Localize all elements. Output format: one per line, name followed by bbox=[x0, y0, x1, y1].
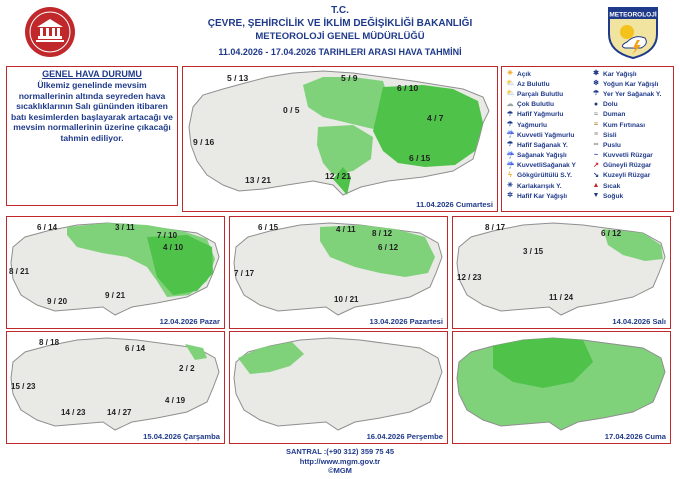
temp-main-5: 9 / 16 bbox=[193, 137, 215, 147]
legend-item-label: Puslu bbox=[603, 141, 621, 149]
rain-icon: ☂ bbox=[506, 121, 514, 129]
temp-d3-5: 7 / 17 bbox=[234, 269, 255, 278]
sun-icon: ☀ bbox=[506, 70, 514, 78]
scattered-shower-icon: ☂ bbox=[592, 90, 600, 98]
legend-item-label: Yağmurlu bbox=[517, 121, 548, 129]
legend-item-label: Sıcak bbox=[603, 182, 621, 190]
footer-website[interactable]: http://www.mgm.gov.tr bbox=[299, 456, 381, 466]
legend-item-label: Dolu bbox=[603, 101, 618, 109]
temp-main-3: 6 / 10 bbox=[397, 83, 419, 93]
heavy-shower-icon: ☔ bbox=[506, 161, 515, 169]
legend-item bbox=[506, 171, 590, 181]
temp-d5-6: 4 / 19 bbox=[165, 396, 186, 405]
hot-icon: ▲ bbox=[592, 182, 600, 190]
header-line-2: ÇEVRE, ŞEHİRCİLİK VE İKLİM DEĞİŞİKLİĞİ BAKANLIĞI bbox=[207, 18, 473, 29]
partly-cloudy-icon: ⛅ bbox=[506, 90, 515, 98]
temp-main-9: 0 / 5 bbox=[283, 105, 300, 115]
legend-item bbox=[592, 79, 676, 89]
legend-list bbox=[502, 67, 673, 201]
temp-d4-2: 6 / 12 bbox=[601, 229, 622, 238]
map-date-day-2: 12.04.2026 Pazar bbox=[159, 317, 220, 326]
temp-d4-1: 8 / 17 bbox=[485, 223, 506, 232]
light-rain-icon: ☂ bbox=[506, 110, 514, 118]
turkey-map-day-2 bbox=[7, 217, 223, 327]
legend-item bbox=[592, 161, 676, 171]
temp-d4-3: 12 / 23 bbox=[457, 273, 482, 282]
map-date-day-4: 14.04.2026 Salı bbox=[612, 317, 666, 326]
temp-d5-4: 14 / 23 bbox=[61, 408, 86, 417]
temp-d5-7: 2 / 2 bbox=[179, 364, 195, 373]
cloudy-icon: ☁ bbox=[506, 100, 514, 108]
temp-main-2: 5 / 9 bbox=[341, 73, 358, 83]
legend-item bbox=[506, 191, 590, 201]
forecast-map-day-7 bbox=[452, 331, 671, 444]
temp-main-1: 5 / 13 bbox=[227, 73, 249, 83]
legend-item-label: Güneyli Rüzgar bbox=[603, 162, 652, 170]
legend-item-label: Az Bulutlu bbox=[517, 80, 550, 88]
temp-main-7: 13 / 21 bbox=[245, 175, 271, 185]
footer-phone: SANTRAL :(+90 312) 359 75 45 bbox=[285, 447, 395, 456]
legend-item-label: Karlakarışık Y. bbox=[517, 182, 562, 190]
turkey-map-day-7 bbox=[453, 332, 669, 442]
general-weather-panel bbox=[6, 66, 178, 206]
header-title-block bbox=[150, 4, 530, 59]
temp-d5-5: 14 / 27 bbox=[107, 408, 132, 417]
legend-item-label: Yoğun Kar Yağışlı bbox=[603, 80, 659, 88]
strong-wind-icon: ~ bbox=[593, 151, 599, 159]
footer bbox=[0, 447, 680, 476]
legend-item-label: Gökgürültülü S.Y. bbox=[517, 172, 572, 180]
thunderstorm-icon: ϟ bbox=[508, 171, 512, 179]
footer-copyright: ©MGM bbox=[328, 466, 352, 475]
legend-item-label: Parçalı Bulutlu bbox=[517, 90, 564, 98]
legend-item bbox=[592, 130, 676, 140]
heavy-rain-icon: ☔ bbox=[506, 131, 515, 139]
legend-item bbox=[506, 151, 590, 161]
map-date-day-5: 15.04.2026 Çarşamba bbox=[143, 432, 220, 441]
turkey-map-day-5 bbox=[7, 332, 223, 442]
legend-item bbox=[506, 79, 590, 89]
legend-item bbox=[592, 151, 676, 161]
header-line-1: T.C. bbox=[331, 5, 349, 16]
forecast-map-day-2 bbox=[6, 216, 225, 329]
legend-item-label: Sisli bbox=[603, 131, 617, 139]
legend-item bbox=[592, 110, 676, 120]
temp-main-8: 12 / 21 bbox=[325, 171, 351, 181]
legend-item bbox=[592, 191, 676, 201]
temp-main-4: 4 / 7 bbox=[427, 113, 444, 123]
general-weather-heading: GENEL HAVA DURUMU bbox=[42, 69, 142, 79]
temp-d5-2: 6 / 14 bbox=[125, 344, 146, 353]
legend-item-label: Açık bbox=[517, 70, 531, 78]
legend-item-label: Hafif Yağmurlu bbox=[517, 111, 564, 119]
legend-item-label: Duman bbox=[603, 111, 626, 119]
map-date-day-1: 11.04.2026 Cumartesi bbox=[416, 200, 493, 209]
turkey-map-day-6 bbox=[230, 332, 446, 442]
temp-d2-2: 3 / 11 bbox=[115, 223, 135, 232]
map-date-day-3: 13.04.2026 Pazartesi bbox=[369, 317, 443, 326]
legend-item bbox=[592, 120, 676, 130]
legend-item bbox=[592, 181, 676, 191]
temp-d2-5: 8 / 21 bbox=[9, 267, 30, 276]
legend-item-label: KuvvetliSağanak Y bbox=[517, 162, 576, 170]
legend-item-label: Hafif Sağanak Y. bbox=[517, 141, 568, 149]
temp-d4-4: 11 / 24 bbox=[549, 293, 574, 302]
forecast-map-day-6 bbox=[229, 331, 448, 444]
legend-item bbox=[506, 100, 590, 110]
temp-d3-6: 10 / 21 bbox=[334, 295, 359, 304]
legend-item bbox=[506, 110, 590, 120]
legend-item bbox=[506, 161, 590, 171]
turkey-map-day-4 bbox=[453, 217, 669, 327]
forecast-map-day-3 bbox=[229, 216, 448, 329]
snow-icon: ✱ bbox=[593, 70, 599, 78]
temp-d2-4: 4 / 10 bbox=[163, 243, 184, 252]
header bbox=[0, 0, 680, 62]
main-forecast-map bbox=[182, 66, 498, 212]
smoke-icon: ≈ bbox=[594, 110, 598, 118]
general-weather-text: Ülkemiz genelinde mevsim normallerinin altında seyreden hava sıcaklıklarının Salı gününden itibaren batı kesimlerden başlayarak artacağı ve mevsim normallerinin üzerine çıkacağı tahmin ediliyor. bbox=[11, 80, 173, 143]
weather-legend bbox=[501, 66, 674, 212]
legend-item-label: Hafif Kar Yağışlı bbox=[517, 192, 568, 200]
light-snow-icon: ✲ bbox=[507, 192, 513, 200]
sleet-icon: ✳ bbox=[507, 182, 513, 190]
legend-item bbox=[506, 69, 590, 79]
map-date-day-7: 17.04.2026 Cuma bbox=[604, 432, 666, 441]
svg-text:METEOROLOJİ: METEOROLOJİ bbox=[609, 11, 657, 19]
temp-d3-2: 4 / 11 bbox=[336, 225, 356, 234]
legend-item bbox=[506, 120, 590, 130]
ministry-logo-icon bbox=[24, 6, 76, 58]
legend-item-label: Yer Yer Sağanak Y. bbox=[603, 90, 662, 98]
legend-item bbox=[592, 69, 676, 79]
legend-item-label: Kar Yağışlı bbox=[603, 70, 637, 78]
forecast-period-title: 11.04.2026 - 17.04.2026 TARIHLERI ARASI HAVA TAHMİNİ bbox=[218, 47, 462, 57]
temp-d3-4: 6 / 12 bbox=[378, 243, 399, 252]
legend-item-label: Kuvvetli Rüzgar bbox=[603, 152, 653, 160]
map-date-day-6: 16.04.2026 Perşembe bbox=[366, 432, 443, 441]
legend-item-label: Soğuk bbox=[603, 192, 624, 200]
legend-item bbox=[506, 89, 590, 99]
legend-item bbox=[506, 130, 590, 140]
legend-item bbox=[592, 89, 676, 99]
temp-main-6: 6 / 15 bbox=[409, 153, 431, 163]
temp-d2-7: 9 / 21 bbox=[105, 291, 126, 300]
legend-item bbox=[506, 140, 590, 150]
shower-icon: ☔ bbox=[506, 151, 515, 159]
temp-d3-3: 8 / 12 bbox=[372, 229, 393, 238]
heavy-snow-icon: ❄ bbox=[593, 80, 599, 88]
temp-d5-1: 8 / 18 bbox=[39, 338, 60, 347]
temp-d3-1: 6 / 15 bbox=[258, 223, 279, 232]
temp-d2-1: 6 / 14 bbox=[37, 223, 58, 232]
haze-icon: ∞ bbox=[593, 141, 599, 149]
legend-item bbox=[506, 181, 590, 191]
legend-item-label: Kum Fırtınası bbox=[603, 121, 646, 129]
legend-item bbox=[592, 171, 676, 181]
legend-item-label: Sağanak Yağışlı bbox=[517, 152, 567, 160]
temp-d4-5: 3 / 15 bbox=[523, 247, 544, 256]
fog-icon: ≡ bbox=[593, 131, 599, 139]
legend-item bbox=[592, 140, 676, 150]
south-wind-arrow-icon: ↗ bbox=[593, 161, 599, 169]
temp-d2-3: 7 / 10 bbox=[157, 231, 178, 240]
legend-item bbox=[592, 100, 676, 110]
forecast-map-day-5 bbox=[6, 331, 225, 444]
sandstorm-icon: ≈ bbox=[594, 121, 598, 129]
light-shower-icon: ☂ bbox=[506, 141, 514, 149]
legend-item-label: Kuvvetli Yağmurlu bbox=[517, 131, 575, 139]
temp-d2-6: 9 / 20 bbox=[47, 297, 68, 306]
sun-cloud-icon: ⛅ bbox=[506, 80, 515, 88]
hail-icon: ● bbox=[593, 100, 599, 108]
turkey-map-day-1 bbox=[183, 67, 496, 210]
temp-d5-3: 15 / 23 bbox=[11, 382, 36, 391]
legend-item-label: Kuzeyli Rüzgar bbox=[603, 172, 651, 180]
legend-item-label: Çok Bulutlu bbox=[517, 101, 554, 109]
cold-icon: ▼ bbox=[592, 192, 600, 200]
meteoroloji-logo-icon bbox=[605, 4, 661, 60]
north-wind-arrow-icon: ↘ bbox=[593, 171, 599, 179]
header-line-3: METEOROLOJİ GENEL MÜDÜRLÜĞÜ bbox=[255, 31, 425, 42]
forecast-map-day-4 bbox=[452, 216, 671, 329]
